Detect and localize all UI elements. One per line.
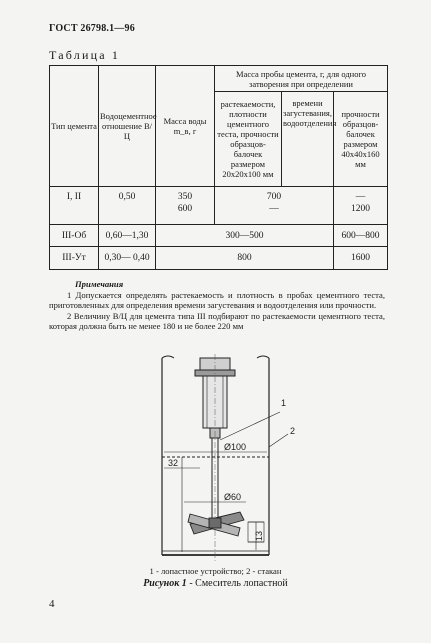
label-d60: Ø60 xyxy=(224,492,242,502)
cell-spread-2: — xyxy=(269,204,279,214)
table-row xyxy=(50,187,388,225)
cell-wc: 0,30— 0,40 xyxy=(99,247,156,270)
header-setting-time: времени загустевания, водоотделения xyxy=(282,92,334,187)
header-spread-density: растекаемости, плотности цементного теста, прочности образцов-балочек размером 20х20х100 мм xyxy=(215,92,282,187)
paddle-blades xyxy=(188,512,244,536)
cell-strength: 1600 xyxy=(334,247,388,270)
note-1: 1 Допускается определять растекаемость и плотность в пробах цементного теста, приготовленных для определения времени загустевания и водоотделения или прочности. xyxy=(49,289,385,310)
cell-water-2: 600 xyxy=(177,204,193,214)
cell-strength xyxy=(334,187,388,225)
label-13: 13 xyxy=(254,530,264,542)
header-water-cement-ratio: Водоцементное отношение В/Ц xyxy=(99,66,156,187)
cell-spread-1: 700 xyxy=(266,192,282,202)
figure-caption-text: - Смеситель лопастной xyxy=(186,578,288,589)
label-1: 1 xyxy=(281,398,287,408)
cell-strength: 600—800 xyxy=(334,225,388,247)
cell-merged-mass: 300—500 xyxy=(156,225,334,247)
cell-strength-2: 1200 xyxy=(351,204,371,214)
cell-wc: 0,50 xyxy=(99,187,156,225)
dimension-32-lines xyxy=(164,457,200,552)
header-water-mass-label: Масса воды m_в, г xyxy=(163,116,207,136)
header-sample-mass: Масса пробы цемента, г, для одного затворения при определении xyxy=(215,66,388,92)
label-2: 2 xyxy=(290,426,296,436)
figure-caption-label: Рисунок 1 xyxy=(143,578,187,589)
table-notes xyxy=(49,279,385,332)
note-2: 2 Величину В/Ц для цемента типа III подбирают по растекаемости цементного теста, которая должна быть не менее 180 и не более 220 мм xyxy=(49,310,385,331)
figure-caption xyxy=(0,578,431,589)
cell-strength-1: — xyxy=(355,192,366,202)
document-code: ГОСТ 26798.1—96 xyxy=(49,23,135,34)
cell-water-1: 350 xyxy=(177,192,193,202)
figure-legend: 1 - лопастное устройство; 2 - стакан xyxy=(149,566,282,576)
table-caption: Таблица 1 xyxy=(49,48,121,62)
cell-type: III-Ут xyxy=(50,247,99,270)
header-strength: прочности образцов-балочек размером 40х40х160 мм xyxy=(334,92,388,187)
cell-spread-setting xyxy=(215,187,334,225)
cell-water xyxy=(156,187,215,225)
header-water-mass xyxy=(156,66,215,187)
header-cement-type: Тип цемента xyxy=(50,66,99,187)
cell-type: I, II xyxy=(50,187,99,225)
page-number: 4 xyxy=(49,598,55,610)
label-d100: Ø100 xyxy=(224,442,247,452)
label-32: 32 xyxy=(168,458,179,468)
cell-merged-mass: 800 xyxy=(156,247,334,270)
table-row xyxy=(50,247,388,270)
cell-type: III-Об xyxy=(50,225,99,247)
table-row xyxy=(50,225,388,247)
cell-wc: 0,60—1,30 xyxy=(99,225,156,247)
cement-table xyxy=(49,65,388,270)
notes-title: Примечания xyxy=(75,279,124,289)
paddle-mixer-drawing xyxy=(140,352,310,570)
